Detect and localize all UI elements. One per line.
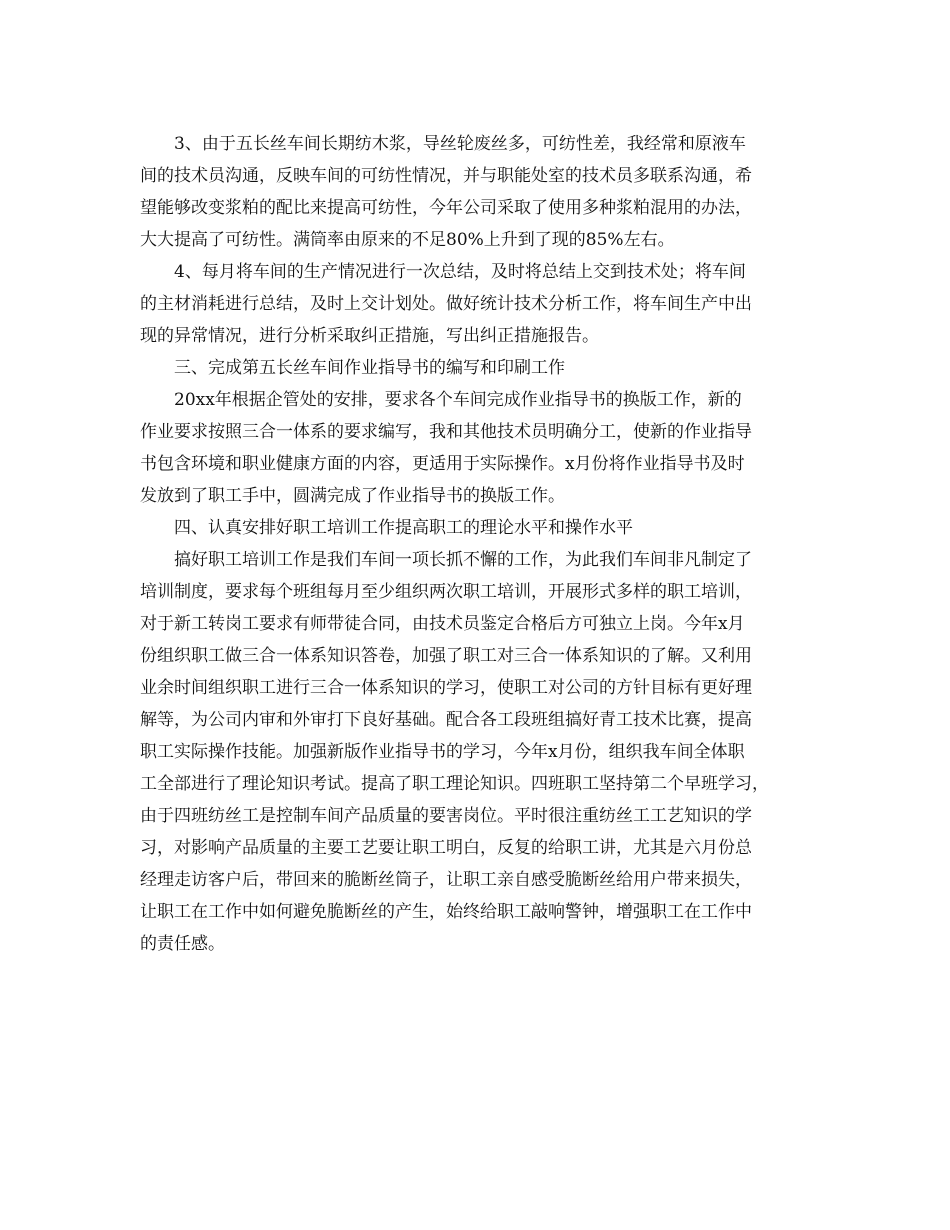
- paragraph-line: 4、每月将车间的生产情况进行一次总结，及时将总结上交到技术处；将车间: [174, 262, 746, 282]
- paragraph-line: 解等，为公司内审和外审打下良好基础。配合各工段班组搞好青工技术比赛，提高: [140, 710, 752, 730]
- paragraph-line: 书包含环境和职业健康方面的内容，更适用于实际操作。x月份将作业指导书及时: [140, 454, 745, 474]
- paragraph-line: 的主材消耗进行总结，及时上交计划处。做好统计技术分析工作，将车间生产中出: [140, 294, 752, 314]
- paragraph-line: 3、由于五长丝车间长期纺木浆，导丝轮废丝多，可纺性差，我经常和原液车: [174, 134, 746, 154]
- section-heading: 三、完成第五长丝车间作业指导书的编写和印刷工作: [174, 358, 565, 378]
- paragraph-line: 发放到了职工手中，圆满完成了作业指导书的换版工作。: [140, 486, 565, 506]
- paragraph-line: 职工实际操作技能。加强新版作业指导书的学习，今年x月份，组织我车间全体职: [140, 742, 745, 762]
- section-heading: 四、认真安排好职工培训工作提高职工的理论水平和操作水平: [174, 518, 633, 538]
- paragraph-line: 份组织职工做三合一体系知识答卷，加强了职工对三合一体系知识的了解。又利用: [140, 646, 752, 666]
- paragraph-line: 由于四班纺丝工是控制车间产品质量的要害岗位。平时很注重纺丝工工艺知识的学: [140, 806, 752, 826]
- paragraph-line: 间的技术员沟通，反映车间的可纺性情况，并与职能处室的技术员多联系沟通，希: [140, 166, 752, 186]
- paragraph-line: 经理走访客户后，带回来的脆断丝筒子，让职工亲自感受脆断丝给用户带来损失，: [140, 870, 752, 890]
- paragraph-line: 对于新工转岗工要求有师带徒合同，由技术员鉴定合格后方可独立上岗。今年x月: [140, 614, 745, 634]
- paragraph-line: 望能够改变浆粕的配比来提高可纺性，今年公司采取了使用多种浆粕混用的办法，: [140, 198, 752, 218]
- paragraph-line: 大大提高了可纺性。满筒率由原来的不足80%上升到了现的85%左右。: [140, 230, 675, 250]
- paragraph-line: 作业要求按照三合一体系的要求编写，我和其他技术员明确分工，使新的作业指导: [140, 422, 752, 442]
- paragraph-line: 的责任感。: [140, 934, 225, 954]
- paragraph-line: 20xx年根据企管处的安排，要求各个车间完成作业指导书的换版工作，新的: [174, 390, 742, 410]
- paragraph-line: 搞好职工培训工作是我们车间一项长抓不懈的工作，为此我们车间非凡制定了: [174, 550, 752, 570]
- paragraph-line: 现的异常情况，进行分析采取纠正措施，写出纠正措施报告。: [140, 326, 599, 346]
- paragraph-line: 业余时间组织职工进行三合一体系知识的学习，使职工对公司的方针目标有更好理: [140, 678, 752, 698]
- paragraph-line: 工全部进行了理论知识考试。提高了职工理论知识。四班职工坚持第二个早班学习，: [140, 774, 769, 794]
- paragraph-line: 让职工在工作中如何避免脆断丝的产生，始终给职工敲响警钟，增强职工在工作中: [140, 902, 752, 922]
- document-body: [140, 128, 820, 960]
- paragraph-line: 习，对影响产品质量的主要工艺要让职工明白，反复的给职工讲，尤其是六月份总: [140, 838, 752, 858]
- paragraph-line: 培训制度，要求每个班组每月至少组织两次职工培训，开展形式多样的职工培训，: [140, 582, 752, 602]
